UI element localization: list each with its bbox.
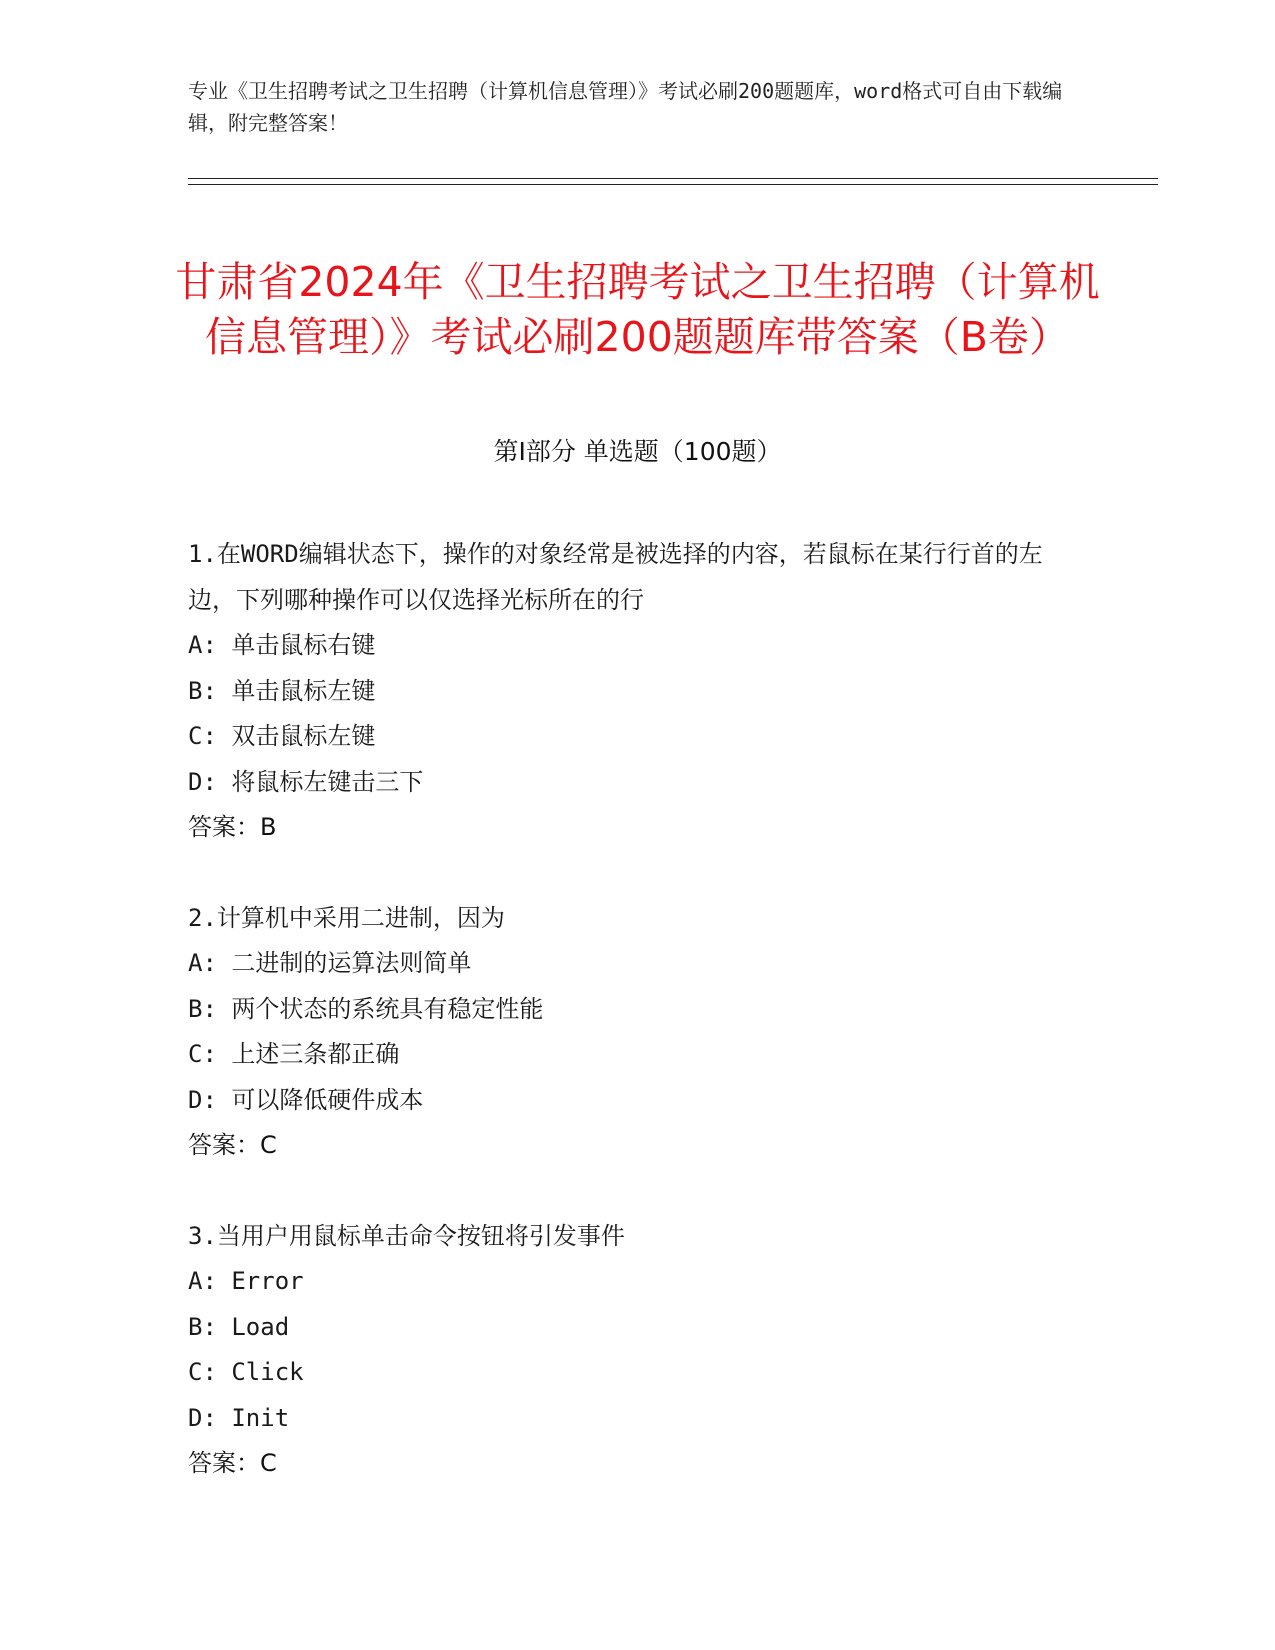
answer-text: 答案：C [188, 1131, 277, 1159]
question-stem: 3.当用户用鼠标单击命令按钮将引发事件 [188, 1221, 625, 1250]
option-c: C: 上述三条都正确 [188, 1040, 400, 1068]
question-item [188, 532, 1088, 851]
header-rule-top [188, 178, 1158, 179]
question-stem: 2.计算机中采用二进制，因为 [188, 903, 505, 932]
question-list [188, 532, 1088, 1532]
option-d: D: 可以降低硬件成本 [188, 1085, 424, 1114]
option-a: A: Error [188, 1267, 304, 1295]
question-stem: 1.在WORD编辑状态下，操作的对象经常是被选择的内容，若鼠标在某行行首的左边，下列哪种操作可以仅选择光标所在的行 [188, 540, 1043, 614]
document-title: 甘肃省2024年《卫生招聘考试之卫生招聘（计算机信息管理）》考试必刷200题题库带答案（B卷） [175, 258, 1100, 362]
option-d: D: 将鼠标左键击三下 [188, 767, 424, 796]
option-b: B: 单击鼠标左键 [188, 676, 376, 705]
option-b: B: Load [188, 1312, 290, 1341]
answer-text: 答案：B [188, 813, 277, 841]
question-item [188, 1214, 1088, 1487]
option-a: A: 单击鼠标右键 [188, 631, 376, 659]
option-c: C: 双击鼠标左键 [188, 722, 376, 750]
option-d: D: Init [188, 1403, 290, 1432]
header-note: 专业《卫生招聘考试之卫生招聘（计算机信息管理）》考试必刷200题题库，word格式可自由下载编辑，附完整答案！ [188, 79, 1063, 135]
section-heading: 第Ⅰ部分 单选题（100题） [493, 437, 782, 466]
answer-text: 答案：C [188, 1449, 277, 1477]
option-b: B: 两个状态的系统具有稳定性能 [188, 994, 544, 1023]
question-item [188, 896, 1088, 1169]
header-rule-bottom [188, 184, 1158, 185]
option-c: C: Click [188, 1358, 304, 1386]
option-a: A: 二进制的运算法则简单 [188, 949, 472, 977]
